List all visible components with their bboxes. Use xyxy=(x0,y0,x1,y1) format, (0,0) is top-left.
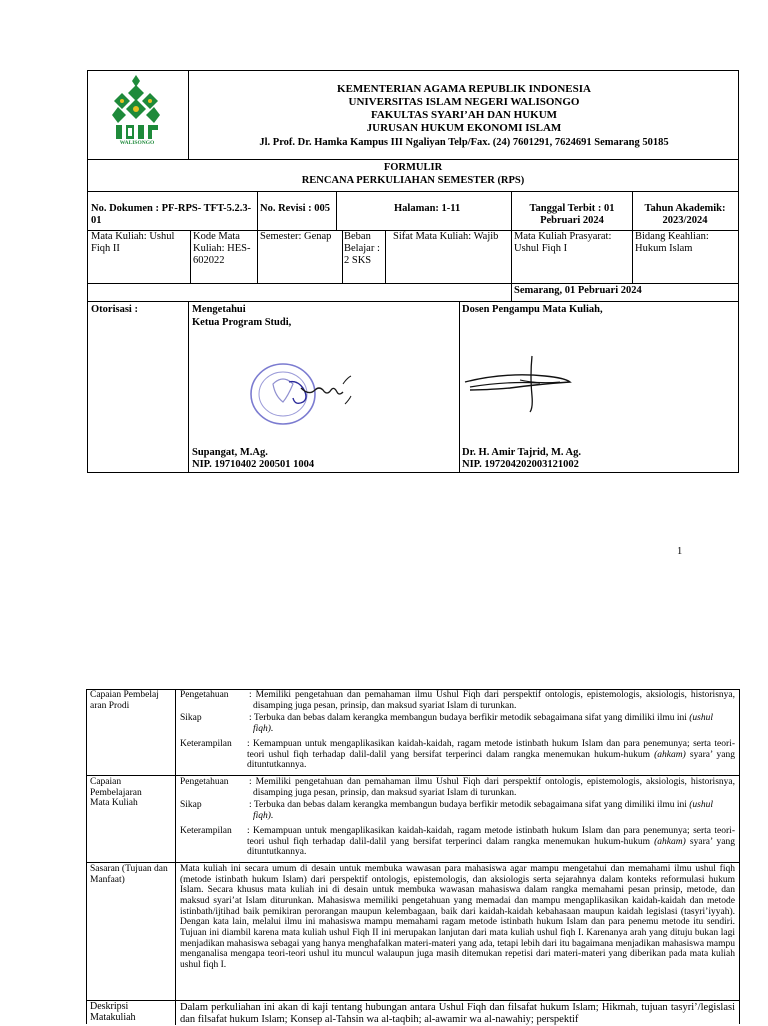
value-skills-2-tail: syara’ yang dituntutkannya. xyxy=(247,836,736,858)
value-skills-2 xyxy=(247,826,735,858)
lecturer-signature xyxy=(460,354,580,414)
value-skills-text: : Kemampuan untuk mengaplikasikan kaidah-kaidah, ragam metode istinbath hukum Islam dan para penemunya; serta teori-teori ushul fiqh terhadap dalil-dalil yang bersifat terperinci dalam rangka menemukan hukum-hukum xyxy=(247,739,735,760)
authorization-label: Otorisasi : xyxy=(91,304,138,315)
issue-date: Tanggal Terbit : 01 Pebruari 2024 xyxy=(529,203,615,226)
page-range: Halaman: 1-11 xyxy=(394,203,461,214)
org-line-faculty: FAKULTAS SYARI’AH DAN HUKUM xyxy=(370,109,558,121)
description-paragraph: Dalam perkuliahan ini akan di kaji tentang hubungan antara Ushul Fiqh dan filsafat hukum Islam; Hikmah, tujuan tasyri’/legislasi dan filsafat hukum Islam; Konsep al-Tahsin wa al-taqbih; al-awamir wa al-nawahiy; perspektif xyxy=(180,1002,735,1025)
form-subtitle: RENCANA PERKULIAHAN SEMESTER (RPS) xyxy=(301,175,525,186)
form-title: FORMULIR xyxy=(383,162,443,173)
key-attitude: Sikap xyxy=(180,713,202,723)
course-field: Bidang Keahlian: Hukum Islam xyxy=(635,231,709,254)
key-skills-2: Keterampilan xyxy=(180,826,232,836)
value-attitude xyxy=(249,713,735,734)
key-skills: Keterampilan xyxy=(180,739,232,749)
value-skills-2-text: : Kemampuan untuk mengaplikasikan kaidah-kaidah, ragam metode istinbath hukum Islam dan para penemunya; serta teori-teori ushul fiqh terhadap dalil-dalil yang bersifat terperinci dalam rangka menemukan hukum-hukum xyxy=(247,826,735,847)
course-credits: Beban Belajar : 2 SKS xyxy=(344,231,380,266)
value-attitude-2-text: : Terbuka dan bebas dalam kerangka membangun budaya berfikir metodik sebagaimana sifat yang dimiliki ilmu ini xyxy=(249,800,687,810)
org-line-department: JURUSAN HUKUM EKONOMI ISLAM xyxy=(366,122,562,134)
official-stamp-signature xyxy=(243,354,393,434)
course-type: Sifat Mata Kuliah: Wajib xyxy=(393,231,499,242)
revision-number: No. Revisi : 005 xyxy=(260,203,330,214)
value-attitude-2 xyxy=(249,800,735,821)
value-knowledge-2: : Memiliki pengetahuan dan pemahaman ilmu Ushul Fiqh dari perspektif ontologis, epistemologis, aksiologis, historisnya, disamping juga pesan, prinsip, dan maksud syariat Islam di turunkan. xyxy=(249,777,735,798)
org-line-ministry: KEMENTERIAN AGAMA REPUBLIK INDONESIA xyxy=(337,83,591,95)
org-line-address: Jl. Prof. Dr. Hamka Kampus III Ngaliyan Telp/Fax. (24) 7601291, 7624691 Semarang 50185 xyxy=(259,137,669,148)
acknowledged-label: Mengetahui xyxy=(192,304,246,315)
value-skills xyxy=(247,739,735,771)
value-knowledge: : Memiliki pengetahuan dan pemahaman ilmu Ushul Fiqh dari perspektif ontologis, epistemologis, aksiologis, historisnya, disamping juga pesan, prinsip, dan maksud syariat Islam di turunkan. xyxy=(249,690,735,711)
lecturer-title: Dosen Pengampu Mata Kuliah, xyxy=(462,304,603,315)
date-place: Semarang, 01 Pebruari 2024 xyxy=(514,285,642,296)
key-knowledge: Pengetahuan xyxy=(180,690,229,700)
row-label-description: Deskripsi Matakuliah xyxy=(90,1001,136,1023)
lecturer-name: Dr. H. Amir Tajrid, M. Ag. xyxy=(462,447,582,458)
logo-caption: WALISONGO xyxy=(119,140,155,146)
course-prerequisite: Mata Kuliah Prasyarat: Ushul Fiqh I xyxy=(514,231,612,254)
program-head-nip: NIP. 19710402 200501 1004 xyxy=(192,459,315,470)
value-attitude-italic: (ushul fiqh). xyxy=(253,713,714,734)
row-label-program-outcomes: Capaian Pembelaj aran Prodi xyxy=(90,690,159,711)
value-skills-tail: syara’ yang dituntutkannya. xyxy=(247,749,736,771)
value-skills-italic: (ahkam) xyxy=(654,749,686,760)
document-header-table xyxy=(87,70,739,473)
program-head-name: Supangat, M.Ag. xyxy=(192,447,268,458)
org-line-university: UNIVERSITAS ISLAM NEGERI WALISONGO xyxy=(348,96,580,108)
key-attitude-2: Sikap xyxy=(180,800,202,810)
program-head-title: Ketua Program Studi, xyxy=(192,317,292,328)
row-label-objectives: Sasaran (Tujuan dan Manfaat) xyxy=(90,864,168,885)
course-name: Mata Kuliah: Ushul Fiqh II xyxy=(91,231,175,254)
row-label-course-outcomes: Capaian Pembelajaran Mata Kuliah xyxy=(90,777,142,809)
course-semester: Semester: Genap xyxy=(260,231,332,242)
rps-detail-table xyxy=(86,689,740,1024)
page-number: 1 xyxy=(677,546,683,557)
lecturer-nip: NIP. 197204202003121002 xyxy=(462,459,579,470)
value-skills-2-italic: (ahkam) xyxy=(654,836,686,847)
academic-year: Tahun Akademik: 2023/2024 xyxy=(644,203,726,226)
key-knowledge-2: Pengetahuan xyxy=(180,777,229,787)
document-number: No. Dokumen : PF-RPS- TFT-5.2.3-01 xyxy=(91,203,252,226)
value-attitude-text: : Terbuka dan bebas dalam kerangka membangun budaya berfikir metodik sebagaimana sifat yang dimiliki ilmu ini xyxy=(249,713,687,723)
course-code: Kode Mata Kuliah: HES-602022 xyxy=(193,231,251,266)
objectives-paragraph: Mata kuliah ini secara umum di desain untuk membuka wawasan para mahasiswa agar mampu mengetahui dan memahami ilmu ushul fiqh (metode istinbath hukum Islam) dari perspektif ontologis, epistemologis, dan aksiologis serta sejarahnya dalam konteks reformulasi hukum Islam. Secara khusus mata kuliah ini di desain untuk membuka wawasan mahasiswa dalam rangka memahami pesan prinsip, metode, dan maksud syari’at Islam diturunkan. Mahasiswa memiliki pengetahuan yang memadai dan mampu mengaplikasikan kaidah-kaidah dan metode istinbath/ijtihad baik pemikiran perorangan maupun kelembagaan, baik dari kaidah-kaidah kebahasaan maupun kaidah legislasi (tasyri’iyyah). Dengan kata lain, melalui ilmu ini mahasiswa mampu memahami ragam metode istinbath hukum Islam dan para penemu metode itu sendiri. Tujuan ini diambil karena mata kuliah ushul Fiqh II ini merupakan lanjutan dari mata kuliah ushul fiqh I. Karenanya arah yang dituju bukan lagi menjadikan mahasiswa sebagai yang hanya menghafalkan materi-materi yang ada, tetapi lebih dari itu bagaimana menjadikan mahasiswa mampu menganalisa mengapa teori-teori ushul itu muncul walaupun juga masih ditemukan repetisi dari materi-materi yang diberikan pada mata kuliah ushul fiqh I. xyxy=(180,864,735,970)
value-attitude-2-italic: (ushul fiqh). xyxy=(253,800,714,821)
